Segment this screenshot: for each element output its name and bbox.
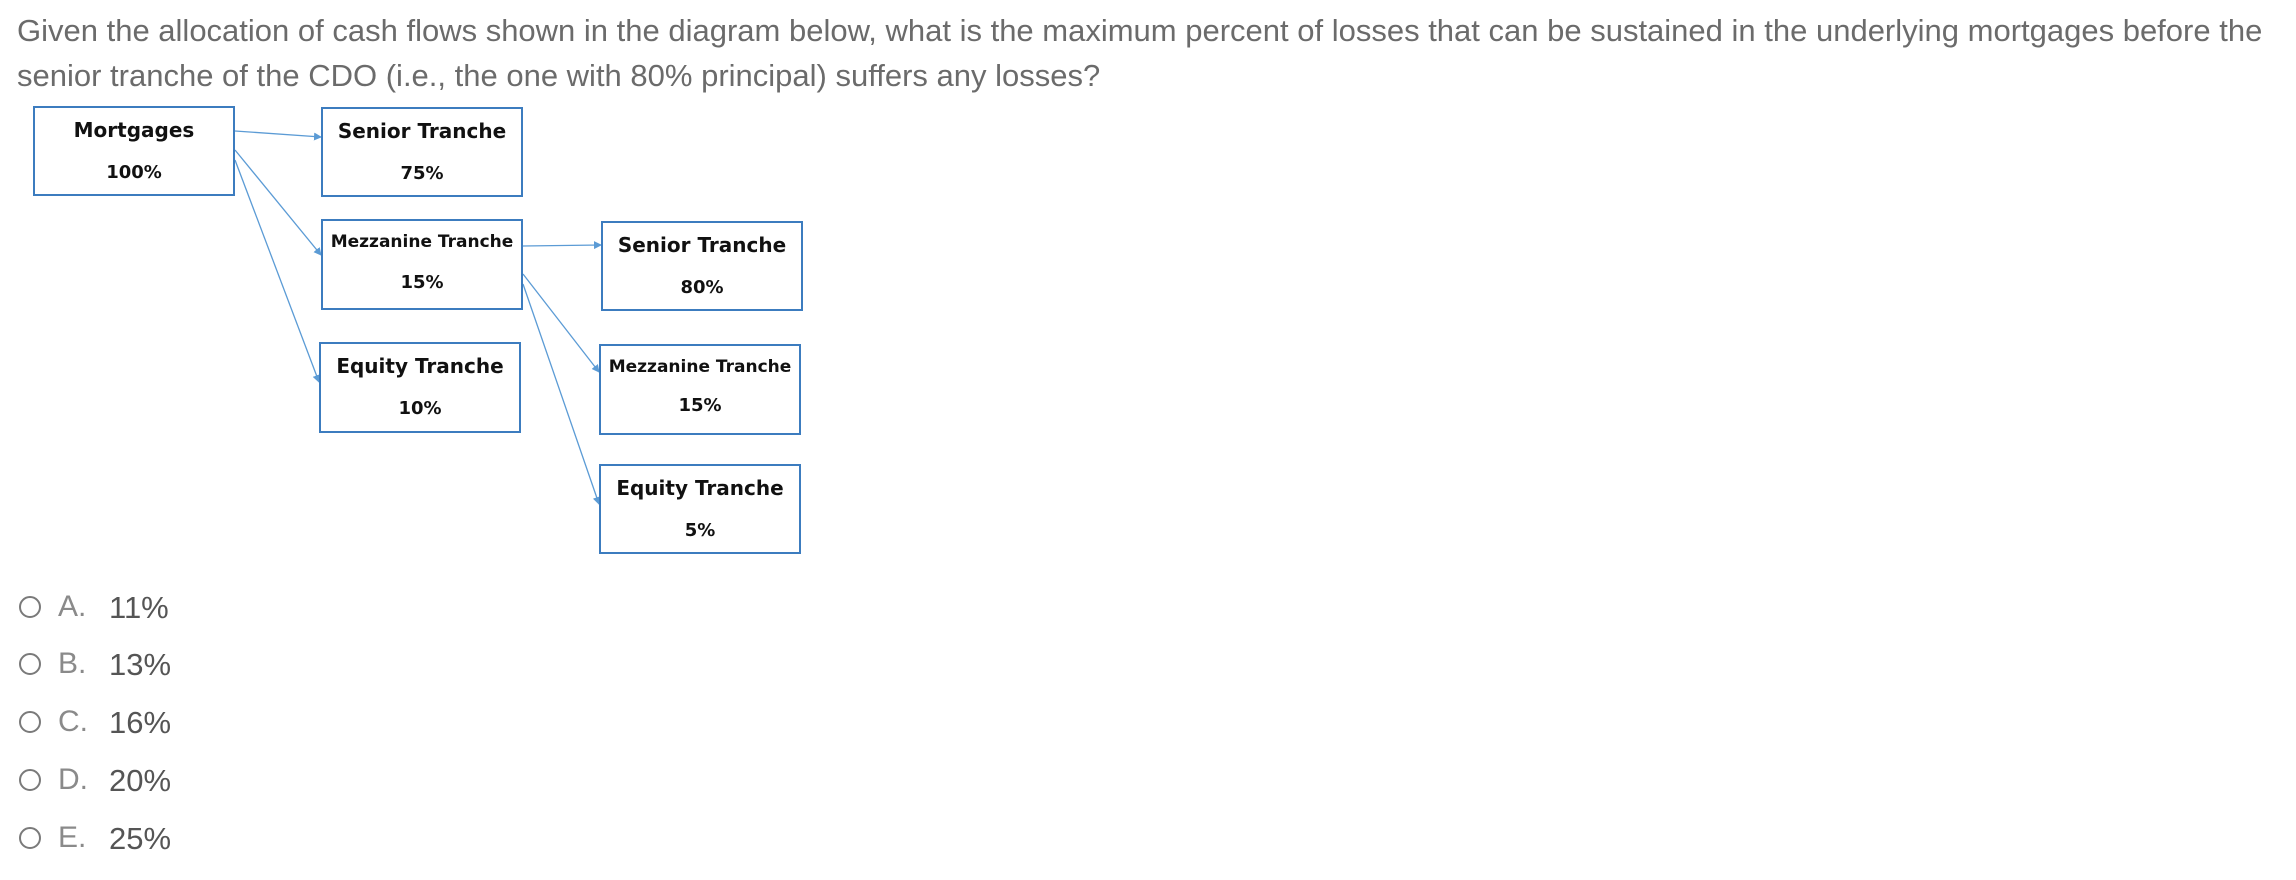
option-e-value: 25% (109, 821, 172, 856)
mortgages-percent: 100% (106, 162, 162, 183)
option-b-radio[interactable] (19, 653, 41, 675)
arrow-mortgages-to-abs-mezzanine (235, 150, 321, 255)
option-e-radio[interactable] (19, 827, 41, 849)
arrow-mortgages-to-abs-senior (235, 131, 321, 137)
option-d[interactable] (17, 758, 217, 798)
option-a-value: 11% (109, 590, 169, 625)
option-c-letter: C. (58, 705, 88, 738)
option-c[interactable] (17, 700, 217, 740)
abs-equity-tranche-title: Equity Tranche (336, 354, 504, 378)
abs-equity-tranche-percent: 10% (398, 398, 442, 419)
arrow-abs-mezzanine-to-cdo-senior (523, 245, 601, 246)
option-a-letter: A. (58, 590, 87, 623)
arrow-abs-mezzanine-to-cdo-mezzanine (523, 274, 599, 372)
arrow-abs-mezzanine-to-cdo-equity (523, 284, 599, 504)
option-a[interactable] (17, 585, 217, 625)
mortgages-box (33, 106, 235, 196)
cdo-senior-tranche-box (601, 221, 803, 311)
option-b[interactable] (17, 642, 217, 682)
cdo-senior-tranche-title: Senior Tranche (617, 233, 787, 257)
question-text: Given the allocation of cash flows shown in the diagram below, what is the maximum percent of losses that can be sustained in the underlying mortgages before the senior tranche of the CDO (i.e., the one with 80% principal) suffers any losses? (17, 13, 2263, 93)
option-d-letter: D. (58, 763, 88, 796)
abs-senior-tranche-box (321, 107, 523, 197)
cdo-equity-tranche-box (599, 464, 801, 554)
abs-mezzanine-tranche-percent: 15% (400, 272, 444, 293)
cash-flow-diagram (0, 0, 820, 570)
cdo-mezzanine-tranche-title: Mezzanine Tranche (608, 357, 792, 377)
cdo-senior-tranche-percent: 80% (680, 277, 724, 298)
option-e[interactable] (17, 816, 217, 856)
option-e-letter: E. (58, 821, 87, 854)
cdo-mezzanine-tranche-box (599, 344, 801, 435)
option-b-letter: B. (58, 647, 87, 680)
cdo-equity-tranche-title: Equity Tranche (616, 476, 784, 500)
option-d-value: 20% (109, 763, 172, 798)
option-d-radio[interactable] (19, 769, 41, 791)
cdo-mezzanine-tranche-percent: 15% (678, 395, 722, 416)
abs-equity-tranche-box (319, 342, 521, 433)
cdo-equity-tranche-percent: 5% (684, 520, 716, 541)
abs-mezzanine-tranche-box (321, 219, 523, 310)
option-b-value: 13% (109, 647, 172, 682)
abs-mezzanine-tranche-title: Mezzanine Tranche (330, 232, 514, 252)
arrow-mortgages-to-abs-equity (235, 160, 319, 382)
abs-senior-tranche-percent: 75% (400, 163, 444, 184)
option-c-value: 16% (109, 705, 172, 740)
option-a-radio[interactable] (19, 596, 41, 618)
abs-senior-tranche-title: Senior Tranche (337, 119, 507, 143)
option-c-radio[interactable] (19, 711, 41, 733)
mortgages-title: Mortgages (73, 118, 195, 142)
